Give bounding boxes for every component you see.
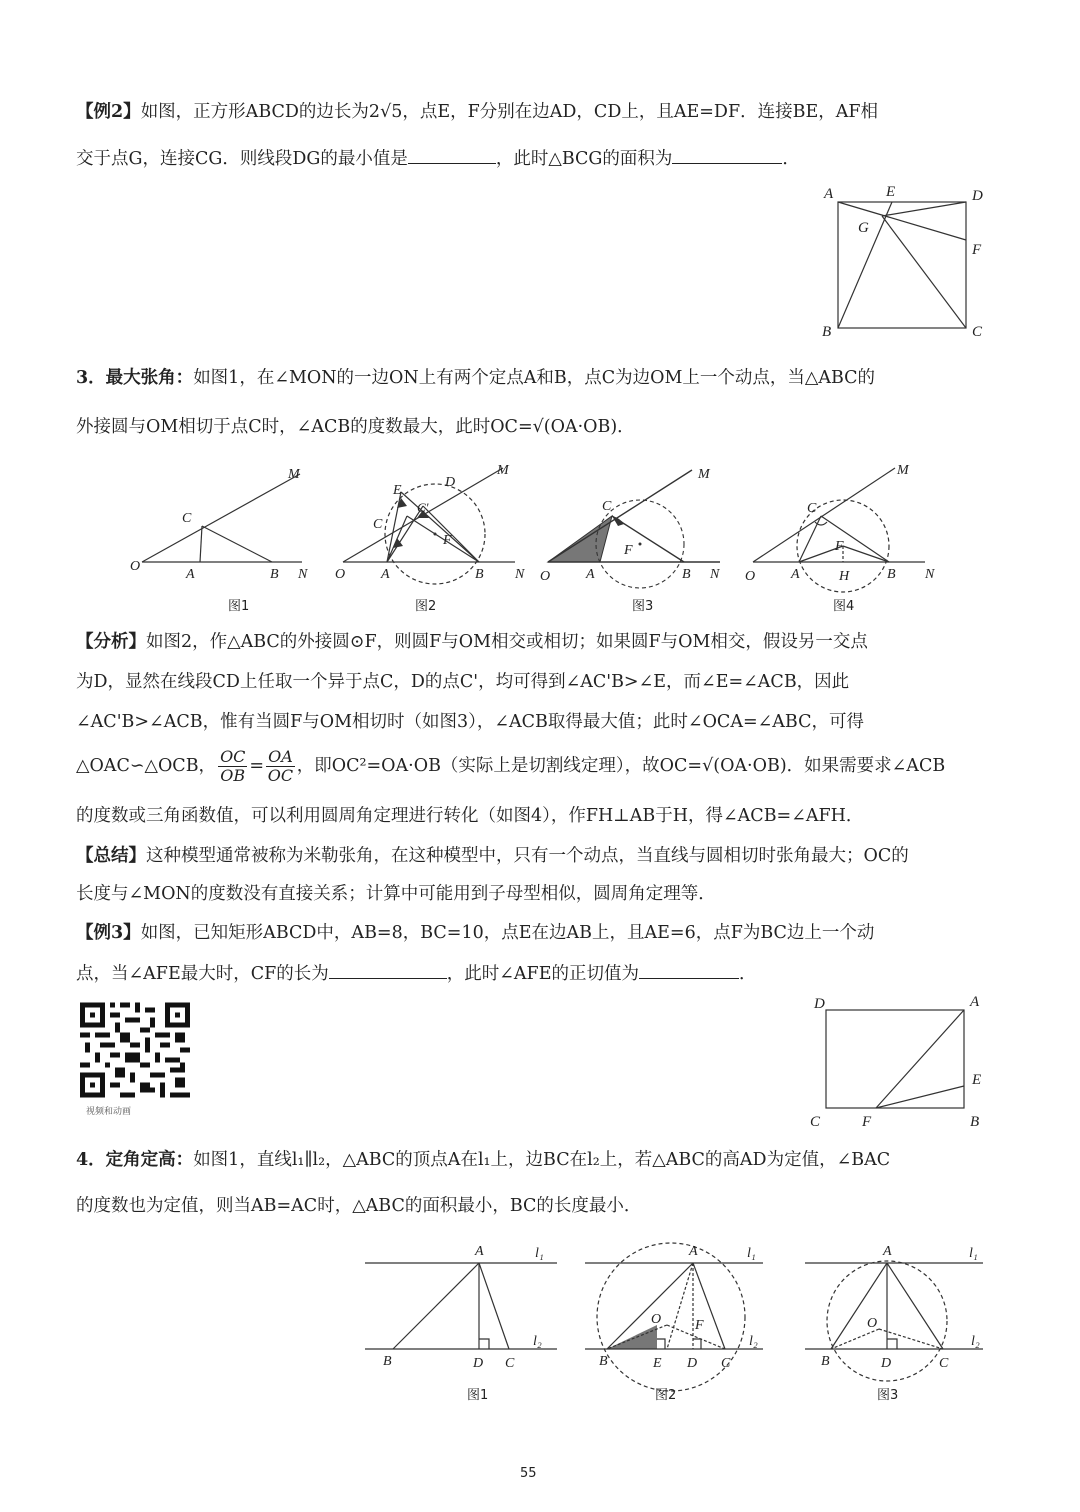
- svg-text:E: E: [653, 1356, 662, 1371]
- svg-text:M: M: [698, 467, 710, 482]
- answer-blank[interactable]: [639, 960, 739, 979]
- svg-text:D: D: [814, 996, 825, 1012]
- sec4-line1: 4．定角定高：如图1，直线l₁∥l₂，△ABC的顶点A在l₁上，边BC在l₂上，若△ABC的高AD为定值，∠BAC: [76, 1150, 891, 1170]
- qr-code[interactable]: [80, 1002, 190, 1098]
- svg-text:F: F: [443, 533, 452, 548]
- caption-fig4: 图4: [833, 599, 855, 614]
- summary-line1: 【总结】这种模型通常被称为米勒张角，在这种模型中，只有一个动点，当直线与圆相切时张角最大；OC的: [76, 846, 909, 866]
- svg-text:B: B: [887, 567, 896, 582]
- svg-text:M: M: [897, 463, 909, 478]
- svg-text:A: A: [791, 567, 800, 582]
- answer-blank[interactable]: [408, 145, 496, 164]
- svg-text:B: B: [270, 567, 279, 582]
- label-B: B: [822, 324, 832, 340]
- svg-text:l₂: l₂: [749, 1334, 758, 1349]
- sec4-figure-2: [585, 1235, 785, 1405]
- svg-text:B: B: [475, 567, 484, 582]
- caption-fig2: 图2: [415, 599, 437, 614]
- svg-text:C': C': [417, 500, 429, 515]
- sec3-figure-3: [540, 460, 740, 620]
- svg-text:N: N: [515, 567, 525, 582]
- svg-text:B: B: [821, 1354, 830, 1369]
- ex3-label: 【例3】: [76, 923, 141, 943]
- analysis-line4: △OAC∽△OCB， $\frac{OC}{OB}$ = $\frac{OA}{OC}$ ，即OC²=OA·OB（实际上是切割线定理），故OC=√(OA·OB)．如果需要求∠ACB: [76, 747, 946, 785]
- caption-fig3: 图3: [632, 599, 654, 614]
- analysis-line1: 【分析】如图2，作△ABC的外接圆⊙F，则圆F与OM相交或相切；如果圆F与OM相交，假设另一交点: [76, 632, 868, 652]
- sec4-line2: 的度数也为定值，则当AB=AC时，△ABC的面积最小，BC的长度最小．: [76, 1196, 642, 1216]
- label-G: G: [858, 220, 869, 236]
- svg-text:D: D: [687, 1356, 698, 1371]
- qr-caption: 视频和动画: [86, 1107, 132, 1117]
- analysis-line3: ∠AC'B>∠ACB，惟有当圆F与OM相切时（如图3），∠ACB取得最大值；此时∠OCA=∠ABC，可得: [76, 712, 864, 732]
- svg-text:D: D: [445, 475, 456, 490]
- sec3-line2: 外接圆与OM相切于点C时，∠ACB的度数最大，此时OC=√(OA·OB)．: [76, 417, 635, 437]
- ex2-square-figure: [810, 180, 1000, 340]
- sec3-figure-2: [335, 460, 535, 620]
- svg-text:F: F: [835, 539, 844, 554]
- svg-text:E: E: [393, 483, 402, 498]
- svg-text:O: O: [745, 569, 756, 584]
- svg-text:O: O: [651, 1312, 662, 1327]
- summary-line2: 长度与∠MON的度数没有直接关系；计算中可能用到子母型相似，圆周角定理等．: [76, 884, 716, 904]
- svg-text:O: O: [867, 1316, 878, 1331]
- svg-text:F: F: [695, 1318, 704, 1333]
- svg-text:l₁: l₁: [747, 1246, 756, 1261]
- svg-text:A: A: [186, 567, 195, 582]
- fraction-oa-oc: $\frac{OA}{OC}$: [267, 747, 294, 785]
- svg-text:A: A: [883, 1244, 892, 1259]
- svg-text:D: D: [881, 1356, 892, 1371]
- svg-text:C: C: [182, 511, 192, 526]
- answer-blank[interactable]: [672, 145, 782, 164]
- svg-text:A: A: [381, 567, 390, 582]
- fraction-oc-ob: $\frac{OC}{OB}$: [220, 747, 246, 785]
- sec3-figure-4: [745, 460, 945, 620]
- svg-text:C: C: [373, 517, 383, 532]
- svg-text:C: C: [721, 1356, 731, 1371]
- caption-sec4-fig3: 图3: [877, 1388, 899, 1403]
- svg-text:O: O: [540, 569, 551, 584]
- svg-text:C: C: [939, 1356, 949, 1371]
- svg-text:F: F: [862, 1114, 872, 1130]
- ex3-line1: 【例3】如图，已知矩形ABCD中，AB=8，BC=10，点E在边AB上，且AE=6，点F为BC边上一个动: [76, 923, 875, 943]
- label-D: D: [972, 188, 983, 204]
- sec3-figure-1: [130, 460, 320, 620]
- svg-text:C: C: [602, 499, 612, 514]
- svg-text:B: B: [970, 1114, 980, 1130]
- svg-text:O: O: [335, 567, 346, 582]
- analysis-line5: 的度数或三角函数值，可以利用圆周角定理进行转化（如图4），作FH⊥AB于H，得∠ACB=∠AFH．: [76, 806, 864, 826]
- label-A: A: [824, 186, 834, 202]
- svg-text:D: D: [473, 1356, 484, 1371]
- svg-text:N: N: [298, 567, 308, 582]
- svg-text:l₁: l₁: [535, 1246, 544, 1261]
- sec3-title: 3．最大张角：: [76, 368, 194, 388]
- svg-text:H: H: [839, 569, 850, 584]
- svg-text:C: C: [807, 501, 817, 516]
- label-E: E: [886, 184, 896, 200]
- svg-text:A: A: [586, 567, 595, 582]
- svg-text:A: A: [970, 994, 980, 1010]
- svg-text:l₂: l₂: [533, 1334, 542, 1349]
- caption-fig1: 图1: [228, 599, 250, 614]
- sec4-figure-3: [805, 1235, 1005, 1405]
- summary-label: 【总结】: [76, 846, 146, 866]
- ex3-rectangle-figure: [800, 990, 1000, 1130]
- svg-text:N: N: [925, 567, 935, 582]
- svg-text:A: A: [475, 1244, 484, 1259]
- svg-text:C: C: [810, 1114, 821, 1130]
- svg-text:C: C: [505, 1356, 515, 1371]
- svg-text:E: E: [972, 1072, 982, 1088]
- svg-text:N: N: [710, 567, 720, 582]
- label-F: F: [972, 242, 982, 258]
- svg-text:l₂: l₂: [971, 1334, 980, 1349]
- sec3-line1: 3．最大张角：如图1，在∠MON的一边ON上有两个定点A和B，点C为边OM上一个动点，当△ABC的: [76, 368, 876, 388]
- caption-sec4-fig2: 图2: [655, 1388, 677, 1403]
- svg-text:B: B: [383, 1354, 392, 1369]
- svg-text:B: B: [682, 567, 691, 582]
- svg-text:A: A: [689, 1244, 698, 1259]
- ex3-line2: 点，当∠AFE最大时，CF的长为 ，此时∠AFE的正切值为 ．: [76, 960, 1006, 986]
- svg-text:M: M: [497, 463, 509, 478]
- page-number: 55: [520, 1466, 537, 1481]
- svg-text:l₁: l₁: [969, 1246, 978, 1261]
- analysis-line2: 为D，显然在线段CD上任取一个异于点C，D的点C'，均可得到∠AC'B>∠E，而∠E=∠ACB，因此: [76, 672, 850, 692]
- ex2-line2: 交于点G，连接CG．则线段DG的最小值是 ，此时△BCG的面积为 ．: [76, 145, 1006, 171]
- label-C: C: [972, 324, 983, 340]
- svg-text:O: O: [130, 559, 141, 574]
- analysis-label: 【分析】: [76, 632, 146, 652]
- caption-sec4-fig1: 图1: [467, 1388, 489, 1403]
- ex2-label: 【例2】: [76, 102, 141, 122]
- svg-text:F: F: [624, 543, 633, 558]
- answer-blank[interactable]: [329, 960, 447, 979]
- ex2-line1: 【例2】如图，正方形ABCD的边长为2√5，点E，F分别在边AD，CD上，且AE=DF．连接BE，AF相: [76, 102, 879, 122]
- sec4-title: 4．定角定高：: [76, 1150, 194, 1170]
- sec4-figure-1: [365, 1235, 565, 1405]
- svg-text:M: M: [288, 467, 300, 482]
- svg-text:B: B: [599, 1354, 608, 1369]
